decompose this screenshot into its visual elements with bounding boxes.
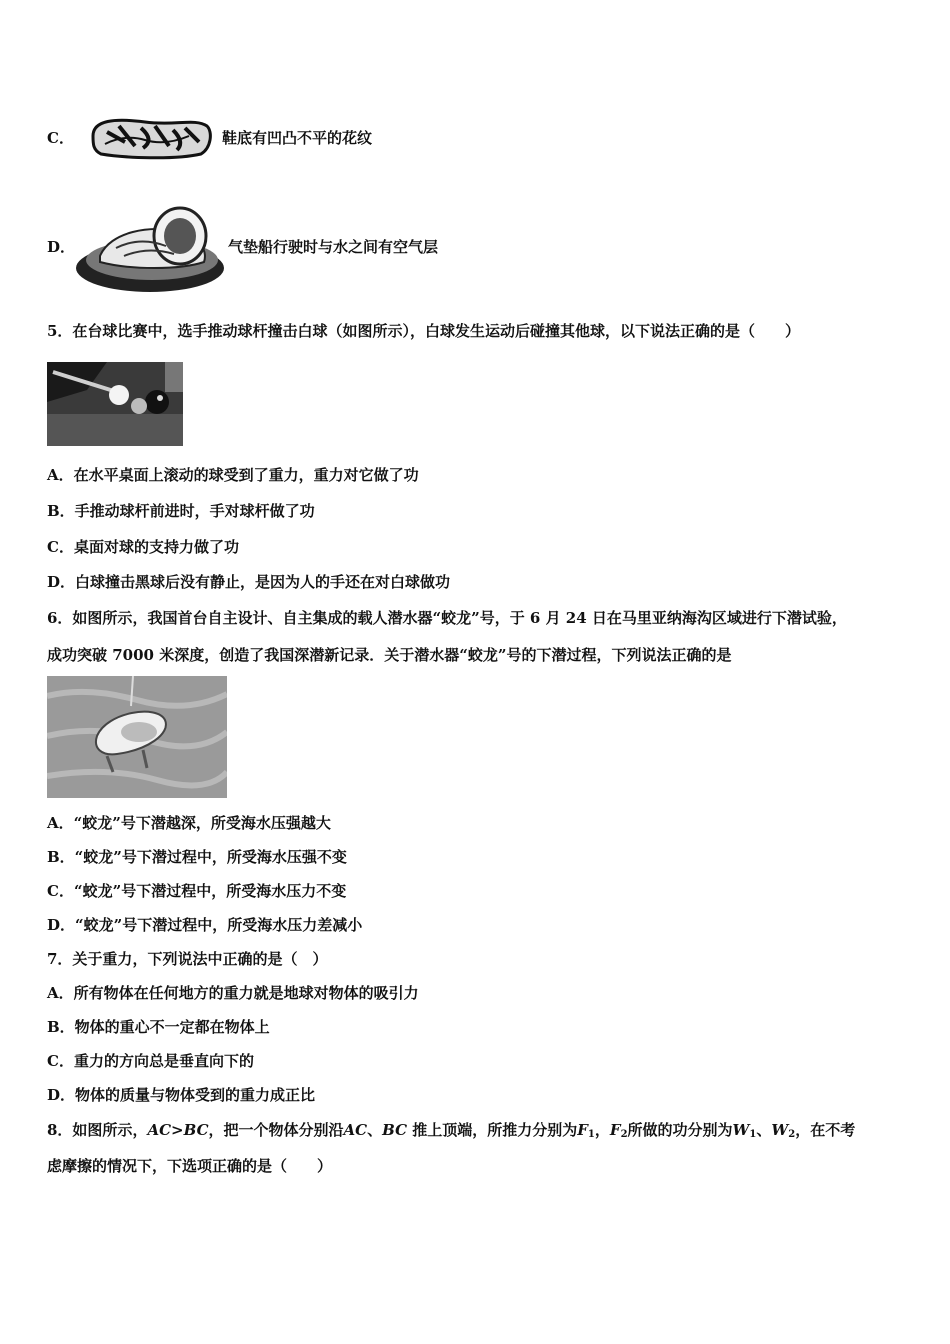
q6-option-b: B．“蛟龙”号下潜过程中，所受海水压强不变 (47, 848, 347, 866)
q5-stem: 5．在台球比赛中，选手推动球杆撞击白球（如图所示），白球发生运动后碰撞其他球，以下说法正确的是（ ） (47, 322, 800, 340)
q8-text-5: ， (594, 1121, 610, 1139)
q4-option-c-text: 鞋底有凹凸不平的花纹 (222, 129, 373, 147)
q8-gt-sign: > (171, 1121, 184, 1139)
q6-option-d: D．“蛟龙”号下潜过程中，所受海水压力差减小 (47, 916, 363, 934)
q8-text-3: 、 (367, 1121, 383, 1139)
q6-stem-line1: 6．如图所示，我国首台自主设计、自主集成的载人潜水器“蛟龙”号，于 6 月 24 日在马里亚纳海沟区域进行下潜试验， (47, 609, 847, 627)
q8-var-ac2: AC (343, 1121, 368, 1139)
q7-option-c: C．重力的方向总是垂直向下的 (47, 1052, 254, 1070)
q6-stem-line2: 成功突破 7000 米深度，创造了我国深潜新记录．关于潜水器“蛟龙”号的下潜过程，下列说法正确的是 (47, 646, 732, 664)
q5-option-d: D．白球撞击黑球后没有静止，是因为人的手还在对白球做功 (47, 573, 451, 591)
q7-option-d: D．物体的质量与物体受到的重力成正比 (47, 1086, 316, 1104)
billiards-image (47, 362, 183, 446)
q8-var-f1: F (577, 1121, 588, 1139)
q8-stem-line2: 虑摩擦的情况下，下选项正确的是（ ） (47, 1157, 333, 1175)
q7-option-a: A．所有物体在任何地方的重力就是地球对物体的吸引力 (47, 984, 419, 1002)
q8-sub-1: 1 (587, 1129, 595, 1140)
q8-text-intro: 8．如图所示， (47, 1121, 148, 1139)
hovercraft-image (70, 196, 230, 298)
q6-option-c: C．“蛟龙”号下潜过程中，所受海水压力不变 (47, 882, 347, 900)
q8-var-bc: BC (183, 1121, 209, 1139)
q7-option-b: B．物体的重心不一定都在物体上 (47, 1018, 270, 1036)
q8-var-f2: F (609, 1121, 621, 1139)
submersible-image (47, 676, 227, 798)
q8-var-w1: W (732, 1121, 750, 1139)
q8-sub-w2: 2 (788, 1129, 796, 1140)
shoe-sole-image (85, 112, 213, 162)
q5-option-a: A．在水平桌面上滚动的球受到了重力，重力对它做了功 (47, 466, 419, 484)
q6-option-a: A．“蛟龙”号下潜越深，所受海水压强越大 (47, 814, 331, 832)
q5-option-c: C．桌面对球的支持力做了功 (47, 538, 239, 556)
q4-option-d-text: 气垫船行驶时与水之间有空气层 (228, 238, 439, 256)
q4-option-d-letter: D． (47, 238, 76, 256)
q4-option-c-letter: C． (47, 129, 74, 147)
q8-text-4: 推上顶端，所推力分别为 (407, 1121, 578, 1139)
q8-sub-2: 2 (620, 1129, 628, 1140)
q8-var-ac: AC (147, 1121, 172, 1139)
q8-var-bc2: BC (382, 1121, 408, 1139)
q7-stem: 7．关于重力，下列说法中正确的是（ ） (47, 950, 328, 968)
q8-text-7: 、 (756, 1121, 772, 1139)
q8-text-6: 所做的功分别为 (627, 1121, 733, 1139)
q8-var-w2: W (771, 1121, 789, 1139)
q8-stem-line1 (47, 1120, 855, 1145)
q8-text-2: ，把一个物体分别沿 (208, 1121, 344, 1139)
q8-sub-w1: 1 (749, 1129, 757, 1140)
q5-option-b: B．手推动球杆前进时，手对球杆做了功 (47, 502, 315, 520)
q8-text-8: ，在不考 (795, 1121, 856, 1139)
